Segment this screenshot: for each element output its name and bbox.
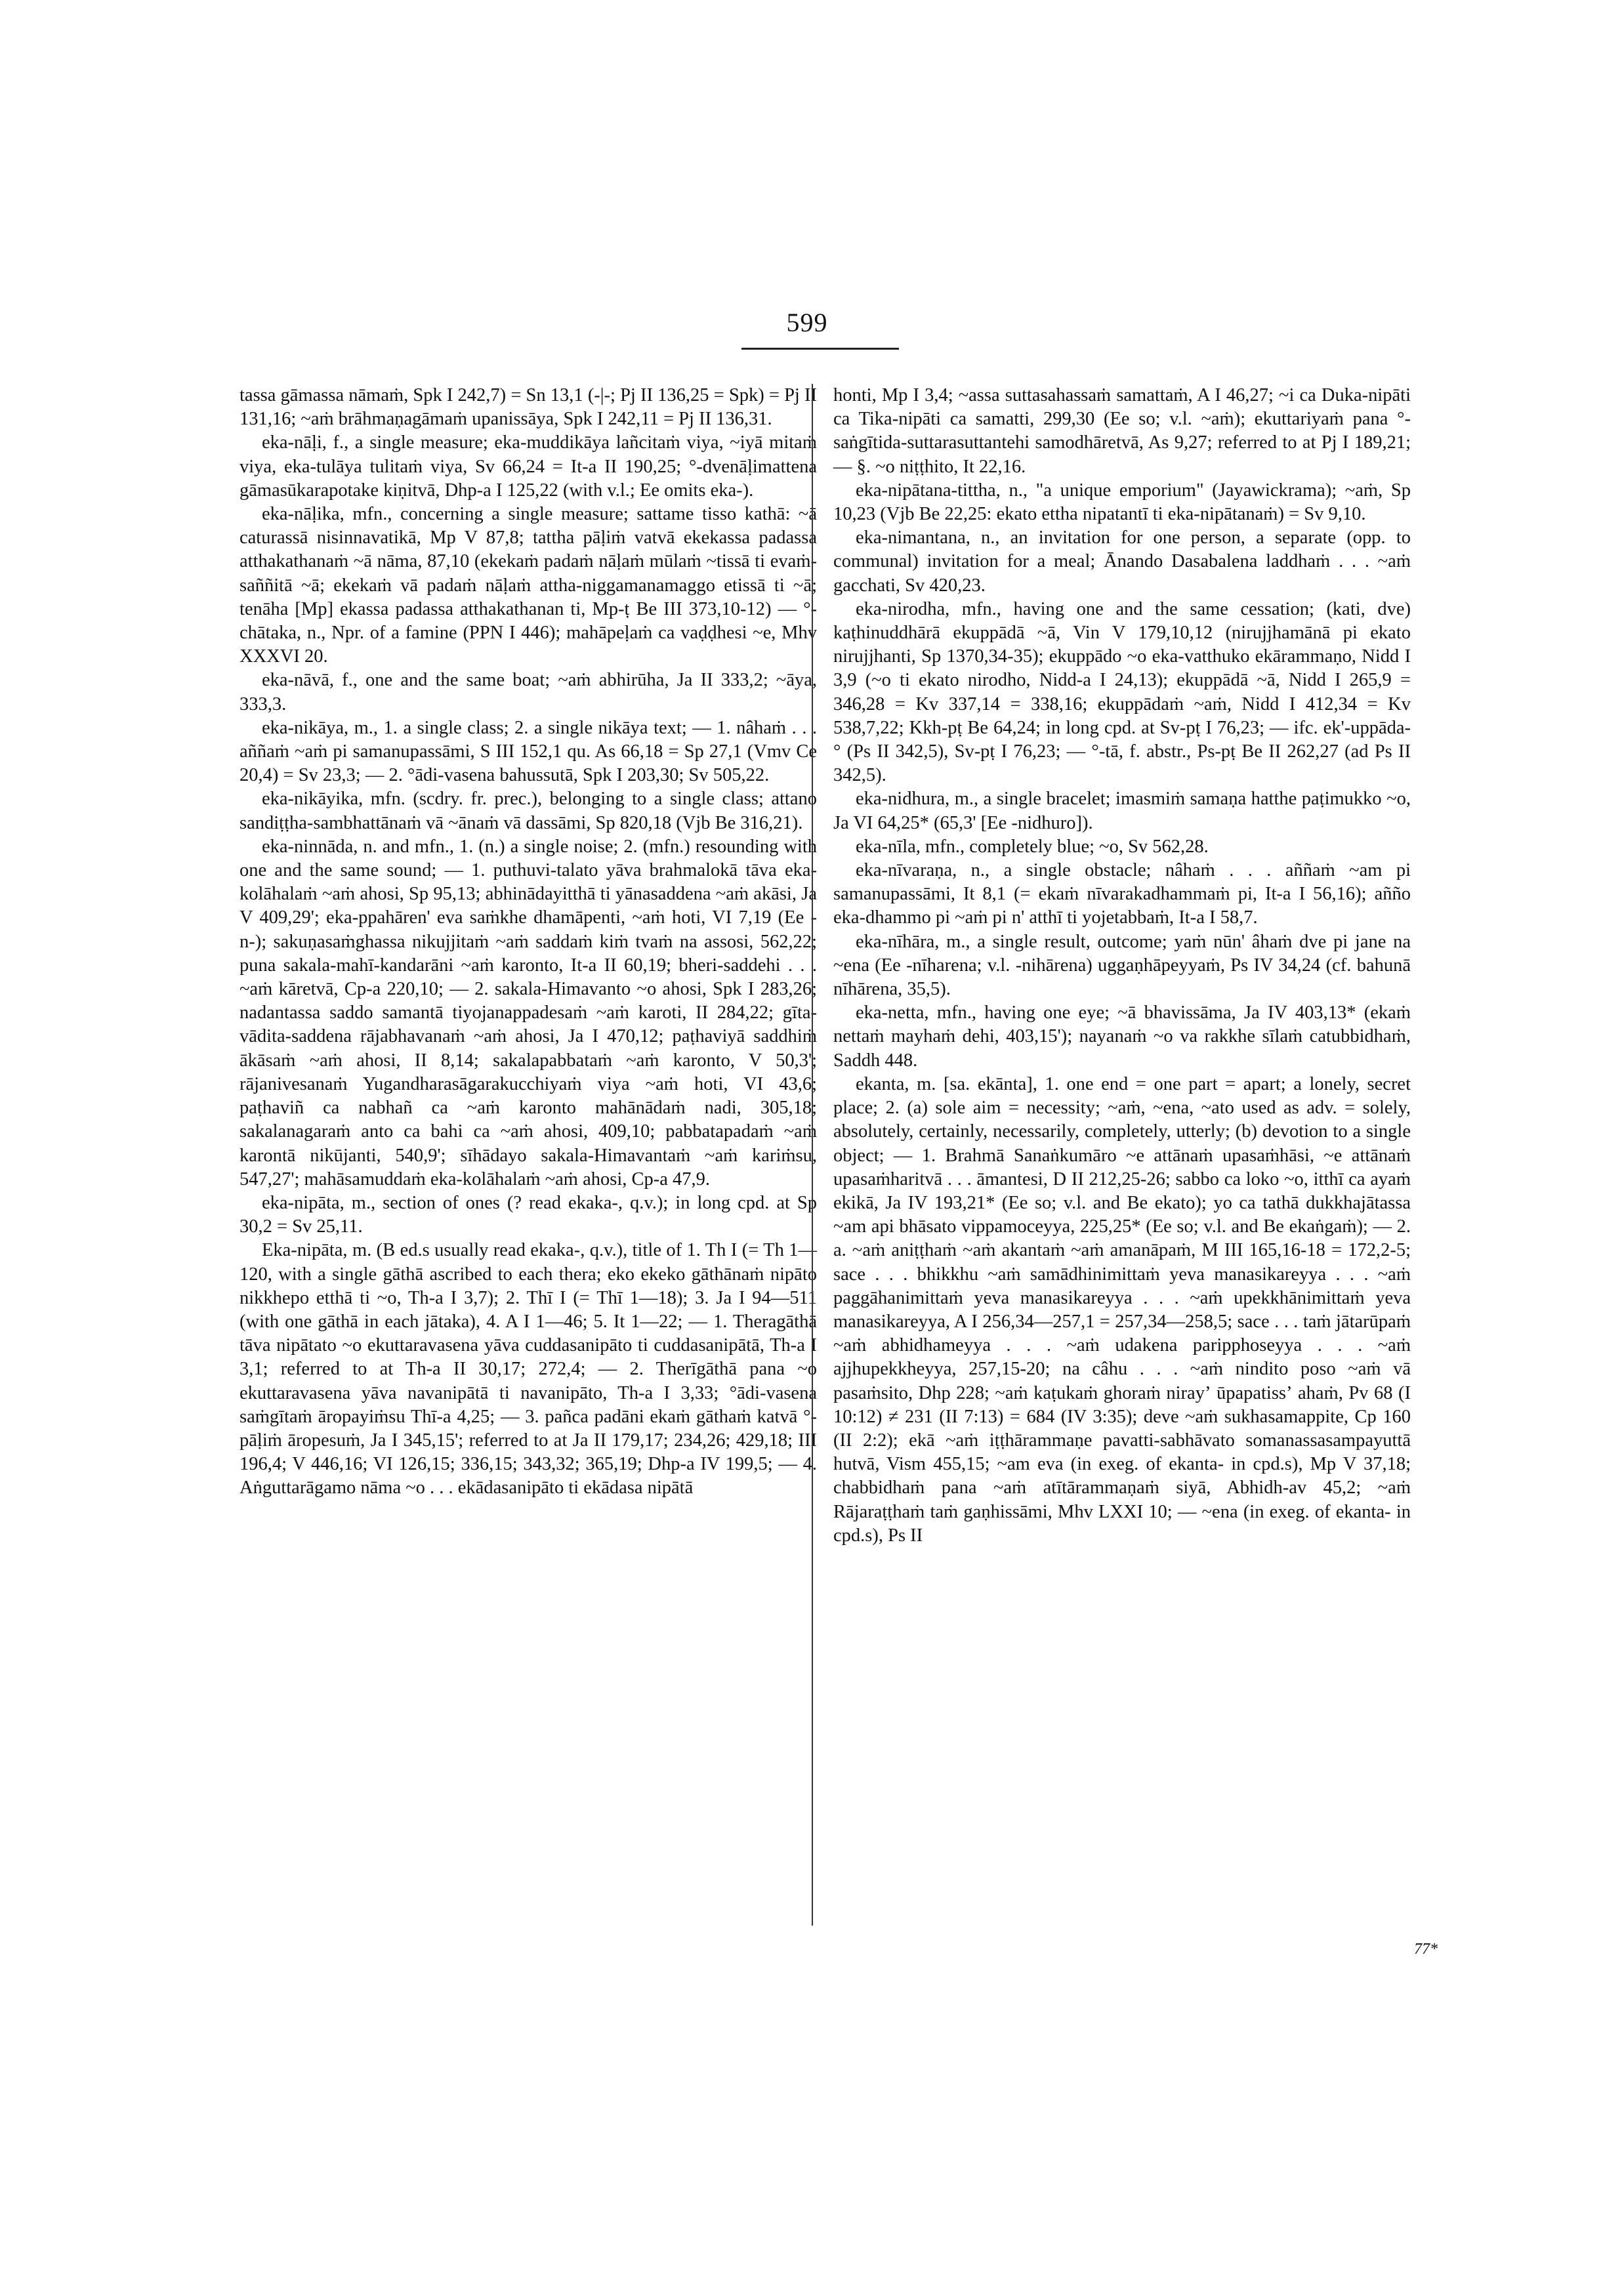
entry-eka-nipata-title: Eka-nipāta, m. (B ed.s usually read ekaka-, q.v.), title of 1. Th I (= Th 1—120, with a single gāthā ascribed to each thera; eko ekeko gāthānaṁ nipāto nikkhepo etthā ti ~o, Th-a I 3,7); 2. Thī I (= Thī 1—18); 3. Ja I 94—511 (with one gāthā in each jātaka), 4. A I 1—46; 5. It 1—22; — 1. Theragāthā tāva nipātato ~o ekuttaravasena yāva cuddasanipāto ti cuddasanipātā, Th-a I 3,1; referred to at Th-a II 30,17; 272,4; — 2. Therīgāthā pana ~o ekuttaravasena yāva navanipātā ti navanipāto, Th-a I 3,33; °ādi-vasena saṁgītaṁ āropayiṁsu Thī-a 4,25; — 3. pañca padāni ekaṁ gāthaṁ katvā °-pāḷiṁ āropesuṁ, Ja I 345,15'; referred to at Ja II 179,17; 234,26; 429,18; III 196,4; V 446,16; VI 126,15; 336,15; 343,32; 365,19; Dhp-a IV 199,5; — 4. Aṅguttarāgamo nāma ~o . . . ekādasanipāto ti ekādasa nipātā [239,1240,817,1499]
entry-eka-nalika: eka-nāḷika, mfn., concerning a single measure; sattame tisso kathā: ~ā caturassā nisinnavatikā, Mp V 87,8; tattha pāḷiṁ vatvā ekekassa padassa atthakathanaṁ ~ā nāma, 87,10 (ekekaṁ padaṁ nāḷaṁ mūlaṁ ~tissā ti evaṁ-saññitā ~ā; ekekaṁ vā padaṁ nāḷaṁ attha-niggamanamaggo etissā ti ~ā; tenāha [Mp] ekassa padassa atthakathanan ti, Mp-ṭ Be III 373,10-12) — °-chātaka, n., Npr. of a famine (PPN I 446); mahāpeḷaṁ ca vaḍḍhesi ~e, Mhv XXXVI 20. [239,504,817,667]
entry-eka-ninnada: eka-ninnāda, n. and mfn., 1. (n.) a single noise; 2. (mfn.) resounding with one and the same sound; — 1. puthuvi-talato yāva brahmalokā tāva eka-kolāhalaṁ ~aṁ ahosi, Sp 95,13; abhinādayitthā ti yānasaddena ~aṁ akāsi, Ja V 409,29'; eka-ppahāren' eva saṁkhe dhamāpenti, ~aṁ hoti, VI 7,19 (Ee -n-); sakuṇasaṁghassa nikujjitaṁ ~aṁ saddaṁ kiṁ tvaṁ na assosi, 562,22; puna sakala-mahī-kandarāni ~aṁ karonto, It-a II 60,19; bheri-saddehi . . . ~aṁ kāretvā, Cp-a 220,10; — 2. sakala-Himavanto ~o ahosi, Spk I 283,26; nadantassa saddo samantā tiyojanappadesaṁ ~aṁ karoti, II 284,22; gīta-vādita-saddena rājabhavanaṁ ~aṁ ahosi, Ja I 470,12; paṭhaviyā saddhiṁ ākāsaṁ ~aṁ ahosi, II 8,14; sakalapabbataṁ ~aṁ karonto, V 50,3'; rājanivesanaṁ Yugandharasāgarakucchiyaṁ viya ~aṁ hoti, VI 43,6; paṭhaviñ ca nabhañ ca ~aṁ karonto mahānādaṁ nadi, 305,18; sakalanagaraṁ anto ca bahi ca ~aṁ ahosi, 409,10; pabbatapadaṁ ~aṁ karontā nikūjanti, 540,9'; sīhādayo sakala-Himavantaṁ ~aṁ kariṁsu, 547,27'; mahāsamuddaṁ eka-kolāhalaṁ ~aṁ ahosi, Cp-a 47,9. [239,836,817,1189]
entry-eka-nikaya: eka-nikāya, m., 1. a single class; 2. a single nikāya text; — 1. nâhaṁ . . . aññaṁ ~aṁ pi samanupassāmi, S III 152,1 qu. As 66,18 = Sp 27,1 (Vmv Ce 20,4) = Sv 23,3; — 2. °ādi-vasena bahussutā, Spk I 203,30; Sv 505,22. [239,717,817,786]
entry-ekanta: ekanta, m. [sa. ekānta], 1. one end = one part = apart; a lonely, secret place; 2. (a) sole aim = necessity; ~aṁ, ~ena, ~ato used as adv. = solely, absolutely, certainly, necessarily, completely, utterly; (b) devotion to a single object; — 1. Brahmā Sanaṅkumāro ~e attānaṁ upasaṁhāsi, ~e attānaṁ upasaṁharitvā . . . āmantesi, D II 212,25-26; sabbo ca loko ~o, itthī ca ayaṁ ekikā, Ja IV 193,21* (Ee so; v.l. and Be ekato); yo ca tathā dukkhajātassa ~am api bhāsato vippamoceyya, 225,25* (Ee so; v.l. and Be ekaṅgaṁ); — 2. a. ~aṁ aniṭṭhaṁ ~aṁ akantaṁ ~aṁ amanāpaṁ, M III 165,16-18 = 172,2-5; sace . . . bhikkhu ~aṁ samādhinimittaṁ yeva manasikareyya . . . ~aṁ paggāhanimittaṁ yeva manasikareyya . . . ~aṁ upekkhānimittaṁ yeva manasikareyya, A I 256,34—257,1 = 257,34—258,5; sace . . . taṁ jātarūpaṁ ~aṁ abhidhameyya . . . ~aṁ udakena paripphoseyya . . . ~aṁ ajjhupekkheyya, 257,15-20; na câhu . . . ~aṁ nindito poso ~aṁ vā pasaṁsito, Dhp 228; ~aṁ kaṭukaṁ ghoraṁ nirayʼ ūpapatissʼ ahaṁ, Pv 68 (I 10:12) ≠ 231 (II 7:13) = 684 (IV 3:35); deve ~aṁ sukhasamappite, Cp 160 (II 2:2); ekā ~aṁ iṭṭhārammaṇe pavatti-sabhāvato somanassasampayuttā hutvā, Vism 455,15; ~am eva (in exeg. of ekanta- in cpd.s), Mp V 37,18; chabbidhaṁ pana ~aṁ atītārammaṇaṁ siyā, Abhidh-av 45,2; ~aṁ Rājaraṭṭhaṁ taṁ gaṇhissāmi, Mhv LXXI 10; — ~ena (in exeg. of ekanta- in cpd.s), Ps II [833,1073,1411,1546]
entry-eka-nali: eka-nāḷi, f., a single measure; eka-muddikāya lañcitaṁ viya, ~iyā mitaṁ viya, eka-tulāya tulitaṁ viya, Sv 66,24 = It-a II 190,25; °-dvenāḷimattena gāmasūkarapotake kiṇitvā, Dhp-a I 125,22 (with v.l.; Ee omits eka-). [239,432,817,501]
entry-eka-nila: eka-nīla, mfn., completely blue; ~o, Sv 562,28. [856,836,1209,857]
entry-eka-nikayika: eka-nikāyika, mfn. (scdry. fr. prec.), belonging to a single class; attano sandiṭṭha-sambhattānaṁ vā ~ānaṁ vā dassāmi, Sp 820,18 (Vjb Be 316,21). [239,789,817,833]
entry-eka-nava: eka-nāvā, f., one and the same boat; ~aṁ abhirūha, Ja II 333,2; ~āya, 333,3. [239,670,817,714]
left-column [239,384,817,1500]
entry-eka-nidhura: eka-nidhura, m., a single bracelet; imasmiṁ samaṇa hatthe paṭimukko ~o, Ja VI 64,25* (65,3' [Ee -nidhuro]). [833,789,1411,833]
entry-eka-nipatana-tittha: eka-nipātana-tittha, n., "a unique emporium" (Jayawickrama); ~aṁ, Sp 10,23 (Vjb Be 22,25: ekato ettha nipatantī ti eka-nipātanaṁ) = Sv 9,10. [833,480,1411,525]
entry-eka-netta: eka-netta, mfn., having one eye; ~ā bhavissāma, Ja IV 403,13* (ekaṁ nettaṁ mayhaṁ dehi, 403,15'); nayanaṁ ~o va rakkhe sīlaṁ catubbidhaṁ, Saddh 448. [833,1003,1411,1071]
entry-continuation: tassa gāmassa nāmaṁ, Spk I 242,7) = Sn 13,1 (-|-; Pj II 136,25 = Spk) = Pj II 131,16; ~aṁ brāhmaṇagāmaṁ upanissāya, Spk I 242,11 = Pj II 136,31. [239,385,817,430]
right-column [833,384,1411,1548]
entry-eka-nihara: eka-nīhāra, m., a single result, outcome; yaṁ nūn' âhaṁ dve pi jane na ~ena (Ee -nīharena; v.l. -nihārena) uggaṇhāpeyyaṁ, Ps IV 34,24 (cf. bahunā nīhārena, 35,5). [833,931,1411,1000]
entry-eka-nimantana: eka-nimantana, n., an invitation for one person, a separate (opp. to communal) invitation for a meal; Ānando Dasabalena laddhaṁ . . . ~aṁ gacchati, Sv 420,23. [833,527,1411,596]
page-number: 599 [786,308,828,337]
entry-eka-nipata: eka-nipāta, m., section of ones (? read ekaka-, q.v.); in long cpd. at Sp 30,2 = Sv 25,11. [239,1192,817,1237]
entry-continuation: honti, Mp I 3,4; ~assa suttasahassaṁ samattaṁ, A I 46,27; ~i ca Duka-nipāti ca Tika-nipāti ca samatti, 299,30 (Ee so; v.l. ~aṁ); ekuttariyaṁ pana °-saṅgītida-suttarasuttantehi samodhāretvā, As 9,27; referred to at Pj I 189,21; — §. ~o niṭṭhito, It 22,16. [833,385,1411,477]
column-divider [812,384,813,1926]
entry-eka-nirodha: eka-nirodha, mfn., having one and the same cessation; (kati, dve) kaṭhinuddhārā ekuppādā ~ā, Vin V 179,10,12 (nirujjhamānā pi ekato nirujjhanti, Sp 1370,34-35); ekuppādo ~o eka-vatthuko ekārammaṇo, Nidd I 3,9 (~o ti ekato nirodho, Nidd-a I 24,13); ekuppādā ~ā, Nidd I 265,9 = 346,28 = Kv 337,14 = 338,16; ekuppādaṁ ~aṁ, Nidd I 412,34 = Kv 538,7,22; Kkh-pṭ Be 64,24; in long cpd. at Sv-pṭ I 76,23; — ifc. ek'-uppāda-° (Ps II 342,5), Sv-pṭ I 76,23; — °-tā, f. abstr., Ps-pṭ Be II 262,27 (ad Ps II 342,5). [833,598,1411,786]
page-number-rule [741,348,899,350]
entry-eka-nivarana: eka-nīvaraṇa, n., a single obstacle; nâhaṁ . . . aññaṁ ~am pi samanupassāmi, It 8,1 (= ekaṁ nīvarakadhammaṁ pi, It-a I 56,16); añño eka-dhammo pi ~aṁ pi n' atthī ti yojetabbaṁ, It-a I 58,7. [833,860,1411,928]
folio-mark: 77* [1414,1941,1438,1958]
